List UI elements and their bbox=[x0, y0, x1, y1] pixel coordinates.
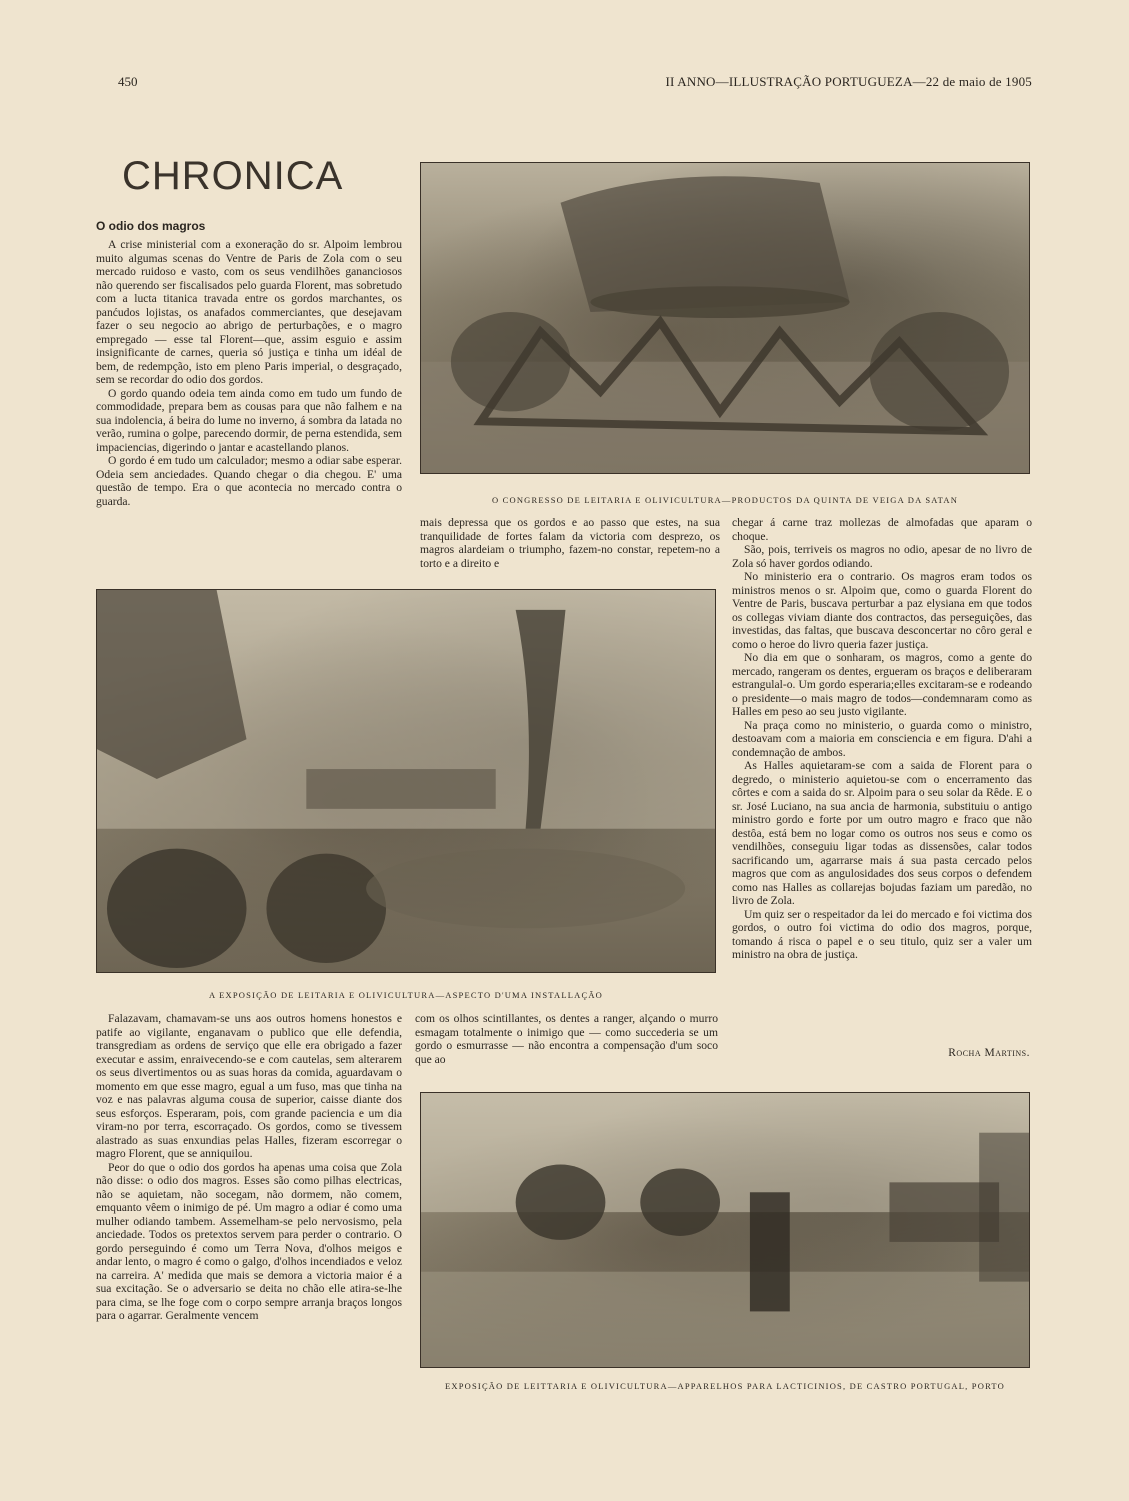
paragraph: chegar á carne traz mollezas de almofadas que aparam o choque. bbox=[732, 516, 1032, 543]
photo-dairy-apparatus bbox=[420, 1092, 1030, 1368]
column-2-top bbox=[420, 516, 720, 570]
paragraph: A crise ministerial com a exoneração do sr. Alpoim lembrou muito algumas scenas do Ventre de Paris de Zola com o seu mercado ruidoso e vasto, com os seus vendilhões gananciosos não querendo ser fiscalisados pelo guarda Florent, mas sobretudo com a lucta titanica travada entre os gordos marchantes, os panćudos lojistas, os anafados commerciantes, que desejavam fazer o seu negocio ao abrigo de perturbações, e o magro empregado — esse tal Florent—que, assim esguio e assim insignificante de carnes, queria só justiça e tinha um idéal de bem, de redempção, isto em pleno Paris imperial, o desgraçado, sem se recordar do odio dos gordos. bbox=[96, 238, 402, 386]
paragraph: São, pois, terriveis os magros no odio, apesar de no livro de Zola só haver gordos odiando. bbox=[732, 543, 1032, 570]
photo-installation bbox=[96, 589, 716, 973]
photo-illustration bbox=[97, 590, 715, 972]
paragraph: com os olhos scintillantes, os dentes a ranger, alçando o murro esmagam totalmente o inimigo que — como succederia se um gordo o esmurrasse — não encontra a compensação d'um soco que ao bbox=[415, 1012, 718, 1066]
photo-caption-middle: A EXPOSIÇÃO DE LEITARIA E OLIVICULTURA—ASPECTO D'UMA INSTALLAÇÃO bbox=[208, 990, 604, 1000]
paragraph: mais depressa que os gordos e ao passo que estes, na sua tranquilidade de fortes falam da victoria com desprezo, os magros alardeiam o triumpho, fazem-no constar, repetem-no a torto e a direito e bbox=[420, 516, 720, 570]
paragraph: Peor do que o odio dos gordos ha apenas uma coisa que Zola não disse: o odio dos magros. Esses são como pilhas electricas, não se aquietam, não socegam, não dormem, não comem, emquanto vêem o inimigo de pé. Um magro a odiar é como uma mulher odiando tambem. Assemelham-se pelo nervosismo, pela anciedade. Todos os pretextos servem para perder o contrario. O gordo perseguindo é como um Terra Nova, d'olhos meigos e andar lento, o magro é como o galgo, d'olhos incendiados e veloz na carreira. A' medida que mais se demora a victoria maior é a sua excitação. Se o adversario se deita no chão elle atira-se-lhe para cima, se lhe foge com o corpo sempre arranja braços longos para o agarrar. Geralmente vencem bbox=[96, 1160, 402, 1322]
paragraph: No dia em que o sonharam, os magros, como a gente do mercado, rangeram os dentes, ergueram os braços e deliberaram estrangulal-o. Um gordo esperaria;elles excitaram-se e rodeando o presidente—o mais magro de todos—condemnaram como as Halles em peso ao seu justo vigilante. bbox=[732, 651, 1032, 718]
paragraph: No ministerio era o contrario. Os magros eram todos os ministros menos o sr. Alpoim que, como o guarda Florent do Ventre de Paris, buscava perturbar a paz elysiana em que todos os collegas viviam diante dos contractos, das perseguições, das investidas, das faltas, que buscava desconcertar no côro geral e como o heroe do livro queria fazer justiça. bbox=[732, 570, 1032, 651]
paragraph: Um quiz ser o respeitador da lei do mercado e foi victima dos gordos, o outro foi victima do odio dos magros, porque, tomando á risca o papel e o seu titulo, quiz ser a valer um ministro na obra de justiça. bbox=[732, 907, 1032, 961]
column-1-bottom bbox=[96, 1012, 402, 1323]
running-title: II ANNO—ILLUSTRAÇÃO PORTUGUEZA—22 de maio de 1905 bbox=[665, 74, 1032, 89]
paragraph: Falazavam, chamavam-se uns aos outros homens honestos e patife ao vigilante, enganavam o publico que elle defendia, transgrediam as ordens de serviço que elle era obrigado a fazer executar e assim, enraivecendo-se e com cautelas, sem alterarem os seus divertimentos ou as suas horas da comida, aguardavam o momento em que esse magro, egual a um fuso, mas que tinha na voz e nas palavras alguma cousa de superior, caisse diante dos seus esforços. Esperaram, pois, com grande paciencia e um dia viram-no por terra, escorraçado. Os gordos, como se tivessem alastrado as suas enxundias pelas Halles, fizeram escorregar o magro Florent, que se anniquilou. bbox=[96, 1012, 402, 1160]
paragraph: Na praça como no ministerio, o guarda como o ministro, destoavam com a maioria em consciencia e em figura. D'ahi a condemnação de ambos. bbox=[732, 718, 1032, 759]
paragraph: O gordo é em tudo um calculador; mesmo a odiar sabe esperar. Odeia sem anciedades. Quando chegar o dia chegou. E' uma questão de tempo. Era o que acontecia no mercado contra o guarda. bbox=[96, 454, 402, 508]
photo-products-display bbox=[420, 162, 1030, 474]
photo-illustration bbox=[421, 163, 1029, 473]
column-3 bbox=[732, 516, 1032, 962]
photo-caption-bottom: EXPOSIÇÃO DE LEITTARIA E OLIVICULTURA—APPARELHOS PARA LACTICINIOS, DE CASTRO PORTUGAL, PORTO bbox=[444, 1381, 1006, 1391]
page-number: 450 bbox=[118, 74, 138, 89]
article-title: CHRONICA bbox=[122, 154, 344, 198]
column-2-bottom bbox=[415, 1012, 718, 1066]
photo-caption-top: O CONGRESSO DE LEITARIA E OLIVICULTURA—PRODUCTOS DA QUINTA DE VEIGA DA SATAN bbox=[491, 495, 959, 505]
author-signature: Rocha Martins. bbox=[948, 1047, 1030, 1059]
paragraph: As Halles aquietaram-se com a saida de Florent para o degredo, o ministerio aquietou-se com o encerramento das côrtes e com a saida do sr. Alpoim para o seu solar da Rêde. E o sr. José Luciano, na sua ancia de harmonia, substituiu o antigo ministro gordo e forte por um outro magro e fraco que não destôa, está bem no logar como os outros nos seus e como os vendilhões, conseguiu ligar todas as dissensões, calar todos sacrificando um, agarrarse mais á sua pasta cercado pelos magros que com as angulosidades dos seus corpos o defendem como nas Halles as collarejas bojudas faziam um paredão, no livro de Zola. bbox=[732, 759, 1032, 907]
paragraph: O gordo quando odeia tem ainda como em tudo um fundo de commodidade, prepara bem as cousas para que não falhem e na sua indolencia, á beira do lume no inverno, á sombra da latada no verão, rumina o golpe, parecendo dormir, de perna estendida, sem impaciencias, digerindo o jantar e acastellando planos. bbox=[96, 386, 402, 454]
article-subtitle: O odio dos magros bbox=[96, 219, 206, 233]
photo-illustration bbox=[421, 1093, 1029, 1367]
column-1-top bbox=[96, 238, 402, 508]
